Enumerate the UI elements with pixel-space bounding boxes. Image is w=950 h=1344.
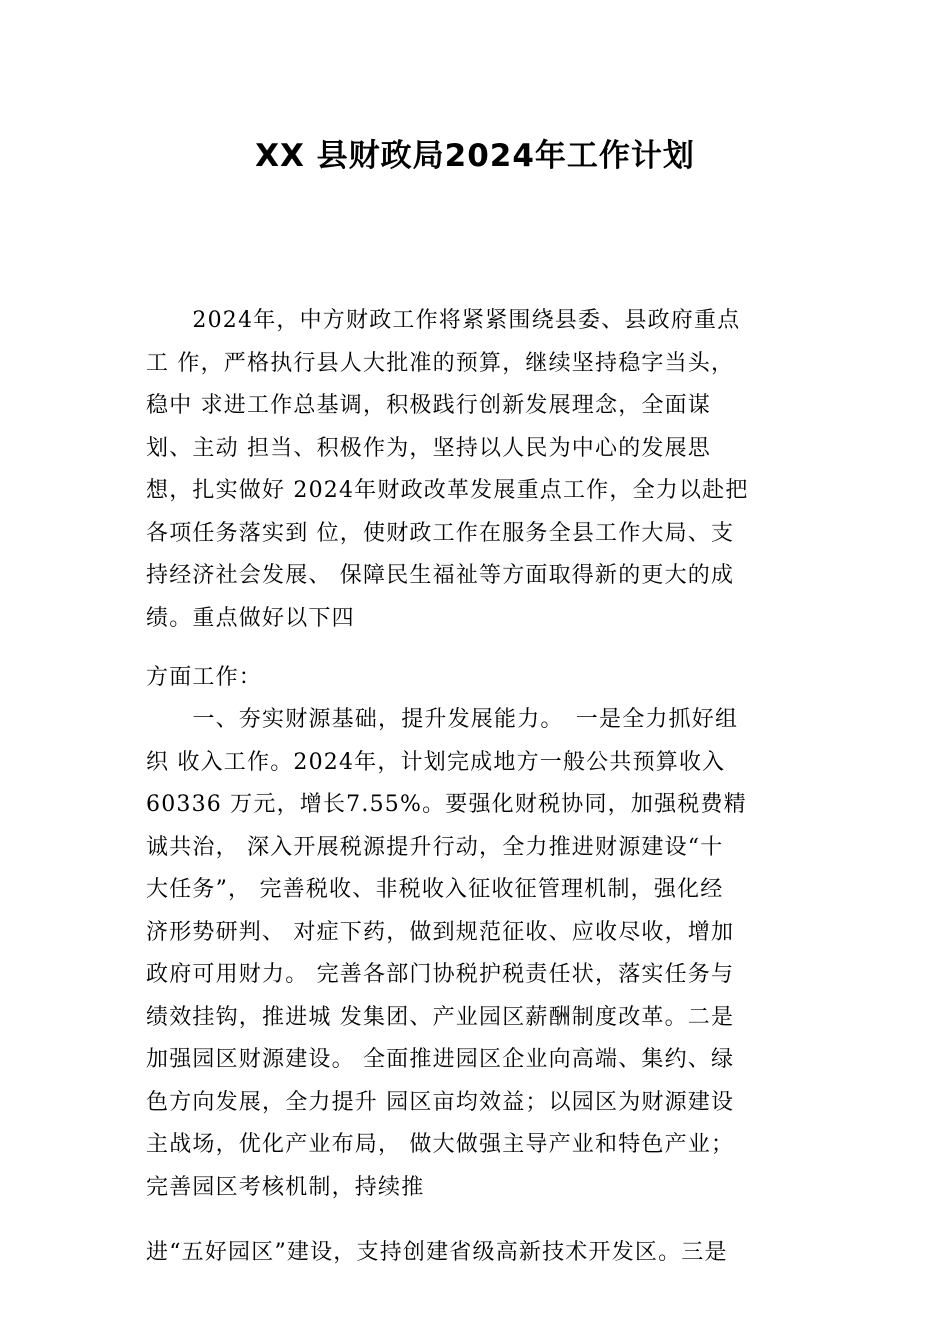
document-title: XX 县财政局2024年工作计划 <box>255 138 695 174</box>
paragraph-section-one-continuation: 进“五好园区”建设，支持创建省级高新技术开发区。三是 <box>146 1240 728 1265</box>
paragraph-intro-continuation: 方面工作： <box>146 665 263 690</box>
paragraph-section-one: 一、夯实财源基础，提升发展能力。 一是全力抓好组 织 收入工作。2024年，计划完成地方一般公共预算收入 60336 万元，增长7.55%。要强化财税协同，加强税费精 诚共治， 深入开展税源提升行动，全力推进财源建设“十 大任务”， 完善税收、非税收入征收征管理机制，强化经 济形势研判、 对症下药，做到规范征收、应收尽收，增加 政府可用财力。 完善各部门协税护税责任状，落实任务与 绩效挂钩，推进城 发集团、产业园区薪酬制度改革。二是 加强园区财源建设。 全面推进园区企业向高端、集约、绿 色方向发展，全力提升 园区亩均效益；以园区为财源建设 主战场，优化产业布局， 做大做强主导产业和特色产业； 完善园区考核机制，持续推 <box>146 707 747 1200</box>
paragraph-intro: 2024年，中方财政工作将紧紧围绕县委、县政府重点 工 作，严格执行县人大批准的预算，继续坚持稳字当头， 稳中 求进工作总基调，积极践行创新发展理念，全面谋 划、主动 担当、积极作为，坚持以人民为中心的发展思 想，扎实做好 2024年财政改革发展重点工作，全力以赴把 各项任务落实到 位，使财政工作在服务全县工作大局、支 持经济社会发展、 保障民生福祉等方面取得新的更大的成 绩。重点做好以下四 <box>146 308 749 631</box>
